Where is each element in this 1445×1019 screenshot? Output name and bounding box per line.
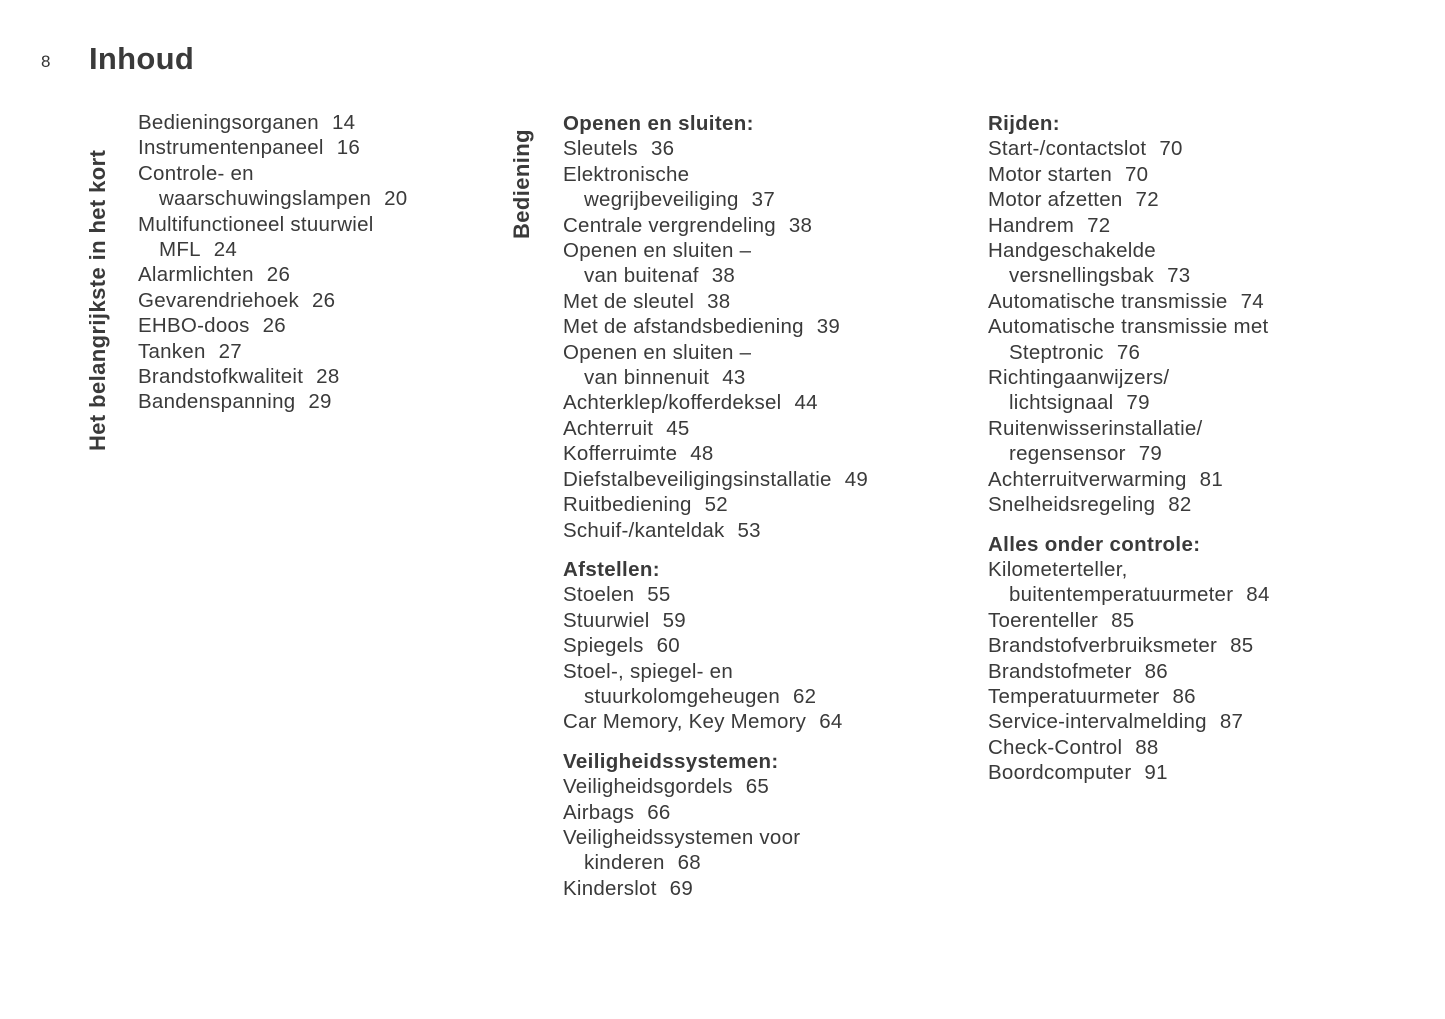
toc-entry[interactable] xyxy=(563,289,953,314)
toc-entry-title-continued: MFL xyxy=(159,238,201,262)
toc-section xyxy=(988,532,1408,786)
toc-entry[interactable] xyxy=(988,709,1408,734)
toc-page-number: 86 xyxy=(1172,684,1196,708)
page-number: 8 xyxy=(41,52,51,71)
toc-page-number: 66 xyxy=(647,800,671,824)
toc-entry-title: Veiligheidssystemen voor xyxy=(563,825,801,849)
toc-entry[interactable] xyxy=(138,339,478,364)
toc-entry-title: Toerenteller xyxy=(988,608,1099,632)
page-title: Inhoud xyxy=(89,41,195,76)
toc-entry-title: Stoelen xyxy=(563,583,635,607)
toc-entry[interactable] xyxy=(563,340,953,391)
toc-page-number: 84 xyxy=(1246,583,1270,607)
toc-page-number: 53 xyxy=(737,518,761,542)
toc-entry-title: Achterruit xyxy=(563,416,654,440)
toc-entry-title: Kilometerteller, xyxy=(988,557,1128,581)
toc-entry[interactable] xyxy=(988,557,1408,608)
toc-entry[interactable] xyxy=(988,492,1408,517)
toc-entry-title-continued: van binnenuit xyxy=(584,366,710,390)
toc-entry-title: Openen en sluiten – xyxy=(563,340,752,364)
toc-page-number: 70 xyxy=(1125,162,1149,186)
toc-page-number: 73 xyxy=(1167,264,1191,288)
toc-entry[interactable] xyxy=(988,365,1408,416)
toc-entry[interactable] xyxy=(988,314,1408,365)
toc-entry-title: Car Memory, Key Memory xyxy=(563,710,807,734)
toc-section xyxy=(988,111,1408,518)
toc-page-number: 79 xyxy=(1138,442,1163,466)
toc-entry-title-continued: Steptronic xyxy=(1009,340,1104,364)
toc-page-number: 52 xyxy=(704,493,728,517)
toc-entry-title: EHBO-doos xyxy=(138,314,250,338)
toc-entry-title: Achterruitverwarming xyxy=(988,467,1187,491)
toc-page-number: 72 xyxy=(1135,188,1159,212)
toc-page-number: 60 xyxy=(656,634,680,658)
toc-entry-title: Diefstalbeveiligingsinstallatie xyxy=(563,467,832,491)
toc-entry-title: Automatische transmissie met xyxy=(988,315,1269,339)
toc-entry-title: Richtingaanwijzers/ xyxy=(988,366,1170,390)
toc-page-number: 81 xyxy=(1199,467,1223,491)
toc-entry[interactable] xyxy=(563,314,953,339)
toc-page-number: 91 xyxy=(1144,761,1168,785)
toc-entry[interactable] xyxy=(988,608,1408,633)
toc-entry-title-continued: van buitenaf xyxy=(584,264,699,288)
toc-entry[interactable] xyxy=(138,262,478,287)
toc-entry-title: Met de afstandsbediening xyxy=(563,315,804,339)
toc-entry-title: Handrem xyxy=(988,213,1075,237)
toc-entry[interactable] xyxy=(563,633,953,658)
toc-page-number: 29 xyxy=(308,390,332,414)
toc-entry-title: Motor starten xyxy=(988,162,1113,186)
toc-section xyxy=(563,111,953,543)
toc-entry-title: Elektronische xyxy=(563,162,690,186)
toc-entry[interactable] xyxy=(138,288,478,313)
toc-entry[interactable] xyxy=(988,238,1408,289)
toc-entry[interactable] xyxy=(563,774,953,799)
toc-page-number: 26 xyxy=(312,288,336,312)
toc-entry-title: Veiligheidsgordels xyxy=(563,775,733,799)
toc-column-1 xyxy=(138,110,478,415)
toc-entry-title: Centrale vergrendeling xyxy=(563,213,776,237)
toc-section-heading: Rijden: xyxy=(988,112,1060,135)
toc-page-number: 72 xyxy=(1087,213,1111,237)
toc-entry-title-continued: stuurkolomgeheugen xyxy=(584,684,780,708)
toc-entry-title: Schuif-/kanteldak xyxy=(563,518,725,542)
toc-entry-title: Motor afzetten xyxy=(988,188,1123,212)
toc-page-number: 38 xyxy=(788,213,813,237)
toc-entry-title: Temperatuurmeter xyxy=(988,684,1160,708)
toc-page-number: 43 xyxy=(722,366,746,390)
toc-entry[interactable] xyxy=(563,441,953,466)
toc-entry[interactable] xyxy=(563,608,953,633)
side-label-het-belangrijkste: Het belangrijkste in het kort xyxy=(85,149,110,451)
toc-page-number: 37 xyxy=(751,188,775,212)
toc-page-number: 55 xyxy=(647,583,671,607)
toc-page-number: 48 xyxy=(690,442,714,466)
toc-entry[interactable] xyxy=(988,760,1408,785)
toc-entry-title: Tanken xyxy=(138,339,206,363)
toc-page-number: 20 xyxy=(384,187,408,211)
toc-entry-title: Start-/contactslot xyxy=(988,137,1147,161)
toc-entry[interactable] xyxy=(988,633,1408,658)
toc-entry[interactable] xyxy=(563,238,953,289)
toc-page-number: 69 xyxy=(669,876,693,900)
toc-page-number: 45 xyxy=(666,416,690,440)
toc-page-number: 26 xyxy=(262,314,286,338)
toc-entry[interactable] xyxy=(563,136,953,161)
toc-entry-title-continued: versnellingsbak xyxy=(1009,264,1155,288)
toc-section-heading: Alles onder controle: xyxy=(988,532,1201,556)
toc-entry-title: Stoel-, spiegel- en xyxy=(563,659,733,683)
toc-column-3 xyxy=(988,111,1408,800)
toc-page-number: 38 xyxy=(707,289,731,313)
toc-entry-title: Spiegels xyxy=(563,634,644,658)
toc-entry[interactable] xyxy=(563,825,953,876)
toc-entry-title-continued: waarschuwingslampen xyxy=(159,187,372,211)
toc-entry[interactable] xyxy=(988,136,1408,161)
toc-entry-title: Sleutels xyxy=(563,137,638,161)
toc-page-number: 14 xyxy=(331,111,356,134)
toc-entry[interactable] xyxy=(138,389,478,414)
toc-section-heading: Afstellen: xyxy=(563,557,660,581)
toc-entry-title-continued: buitentemperatuurmeter xyxy=(1009,583,1234,607)
toc-entry-title: Airbags xyxy=(563,800,635,824)
toc-entry-title: Openen en sluiten – xyxy=(563,239,752,263)
toc-entry-title: Alarmlichten xyxy=(138,263,254,287)
toc-section xyxy=(563,557,953,735)
toc-entry[interactable] xyxy=(138,161,478,212)
toc-entry-title-continued: lichtsignaal xyxy=(1009,391,1114,415)
toc-entry-title: Multifunctioneel stuurwiel xyxy=(138,212,374,236)
toc-entry-title: Kinderslot xyxy=(563,876,657,900)
toc-column-2 xyxy=(563,111,953,915)
toc-entry[interactable] xyxy=(563,709,953,734)
toc-entry[interactable] xyxy=(138,110,478,135)
toc-entry[interactable] xyxy=(138,364,478,389)
toc-page-number: 36 xyxy=(650,137,675,161)
toc-entry-title: Snelheidsregeling xyxy=(988,493,1156,517)
toc-entry[interactable] xyxy=(563,800,953,825)
toc-page-number: 87 xyxy=(1219,710,1244,734)
toc-entry[interactable] xyxy=(988,659,1408,684)
toc-page-number: 85 xyxy=(1111,608,1135,632)
toc-entry[interactable] xyxy=(138,212,478,263)
toc-page-number: 85 xyxy=(1230,634,1254,658)
toc-entry[interactable] xyxy=(563,390,953,415)
toc-page-number: 49 xyxy=(844,467,869,491)
toc-entry[interactable] xyxy=(988,735,1408,760)
toc-entry[interactable] xyxy=(563,492,953,517)
toc-entry-title: Instrumentenpaneel xyxy=(138,136,324,160)
toc-section xyxy=(563,749,953,901)
toc-entry[interactable] xyxy=(563,659,953,710)
toc-page-number: 65 xyxy=(745,775,770,799)
toc-section-heading: Openen en sluiten: xyxy=(563,112,754,135)
toc-entry[interactable] xyxy=(563,416,953,441)
toc-entry-title: Achterklep/kofferdeksel xyxy=(563,391,782,415)
toc-entry-title: Ruitbediening xyxy=(563,493,692,517)
toc-entry[interactable] xyxy=(563,582,953,607)
toc-entry-title: Check-Control xyxy=(988,735,1123,759)
toc-page-number: 76 xyxy=(1116,340,1141,364)
toc-page-number: 88 xyxy=(1135,735,1159,759)
toc-entry-title: Brandstofverbruiksmeter xyxy=(988,634,1218,658)
toc-entry-title: Automatische transmissie xyxy=(988,289,1228,313)
toc-entry[interactable] xyxy=(988,416,1408,467)
side-label-bediening: Bediening xyxy=(509,129,534,239)
toc-entry[interactable] xyxy=(563,518,953,543)
toc-page-number: 82 xyxy=(1168,493,1192,517)
toc-entry-title: Boordcomputer xyxy=(988,761,1132,785)
toc-page-number: 59 xyxy=(662,608,686,632)
toc-entry[interactable] xyxy=(988,684,1408,709)
toc-entry-title-continued: kinderen xyxy=(584,851,665,875)
toc-entry[interactable] xyxy=(563,162,953,213)
toc-entry-title: Stuurwiel xyxy=(563,608,650,632)
toc-entry[interactable] xyxy=(988,213,1408,238)
toc-entry-title-continued: wegrijbeveiliging xyxy=(584,188,739,212)
toc-section-heading: Veiligheidssystemen: xyxy=(563,749,779,773)
toc-entry-title: Met de sleutel xyxy=(563,289,695,313)
toc-entry[interactable] xyxy=(138,135,478,160)
toc-entry[interactable] xyxy=(988,162,1408,187)
toc-entry-title: Service-intervalmelding xyxy=(988,710,1207,734)
toc-entry-title: Bandenspanning xyxy=(138,390,296,414)
toc-entry-title: Gevarendriehoek xyxy=(138,288,300,312)
toc-entry[interactable] xyxy=(563,467,953,492)
toc-entry-title: Bedieningsorganen xyxy=(138,111,319,134)
toc-entry[interactable] xyxy=(563,213,953,238)
toc-entry[interactable] xyxy=(988,187,1408,212)
toc-entry-title: Kofferruimte xyxy=(563,442,678,466)
toc-entry-title: Handgeschakelde xyxy=(988,239,1156,263)
toc-entry-title: Brandstofkwaliteit xyxy=(138,365,304,389)
toc-entry[interactable] xyxy=(563,876,953,901)
toc-page-number: 79 xyxy=(1126,391,1150,415)
toc-page-number: 70 xyxy=(1159,137,1183,161)
toc-entry-title: Controle- en xyxy=(138,161,254,185)
toc-page-number: 27 xyxy=(218,339,242,363)
toc-page-number: 39 xyxy=(816,315,841,339)
toc-page-number: 68 xyxy=(677,851,701,875)
toc-entry[interactable] xyxy=(988,467,1408,492)
toc-page-number: 44 xyxy=(794,391,818,415)
toc-page-number: 16 xyxy=(336,136,361,160)
toc-page-number: 62 xyxy=(792,684,817,708)
toc-page-number: 74 xyxy=(1240,289,1264,313)
toc-entry-title: Ruitenwisserinstallatie/ xyxy=(988,416,1203,440)
toc-entry[interactable] xyxy=(988,289,1408,314)
toc-entry-title: Brandstofmeter xyxy=(988,659,1132,683)
toc-page-number: 64 xyxy=(819,710,843,734)
toc-entry[interactable] xyxy=(138,313,478,338)
toc-page-number: 38 xyxy=(711,264,736,288)
toc-page-number: 86 xyxy=(1144,659,1168,683)
toc-page-number: 26 xyxy=(266,263,291,287)
toc-page-number: 24 xyxy=(213,238,238,262)
toc-page-number: 28 xyxy=(316,365,340,389)
toc-entry-title-continued: regensensor xyxy=(1009,442,1126,466)
